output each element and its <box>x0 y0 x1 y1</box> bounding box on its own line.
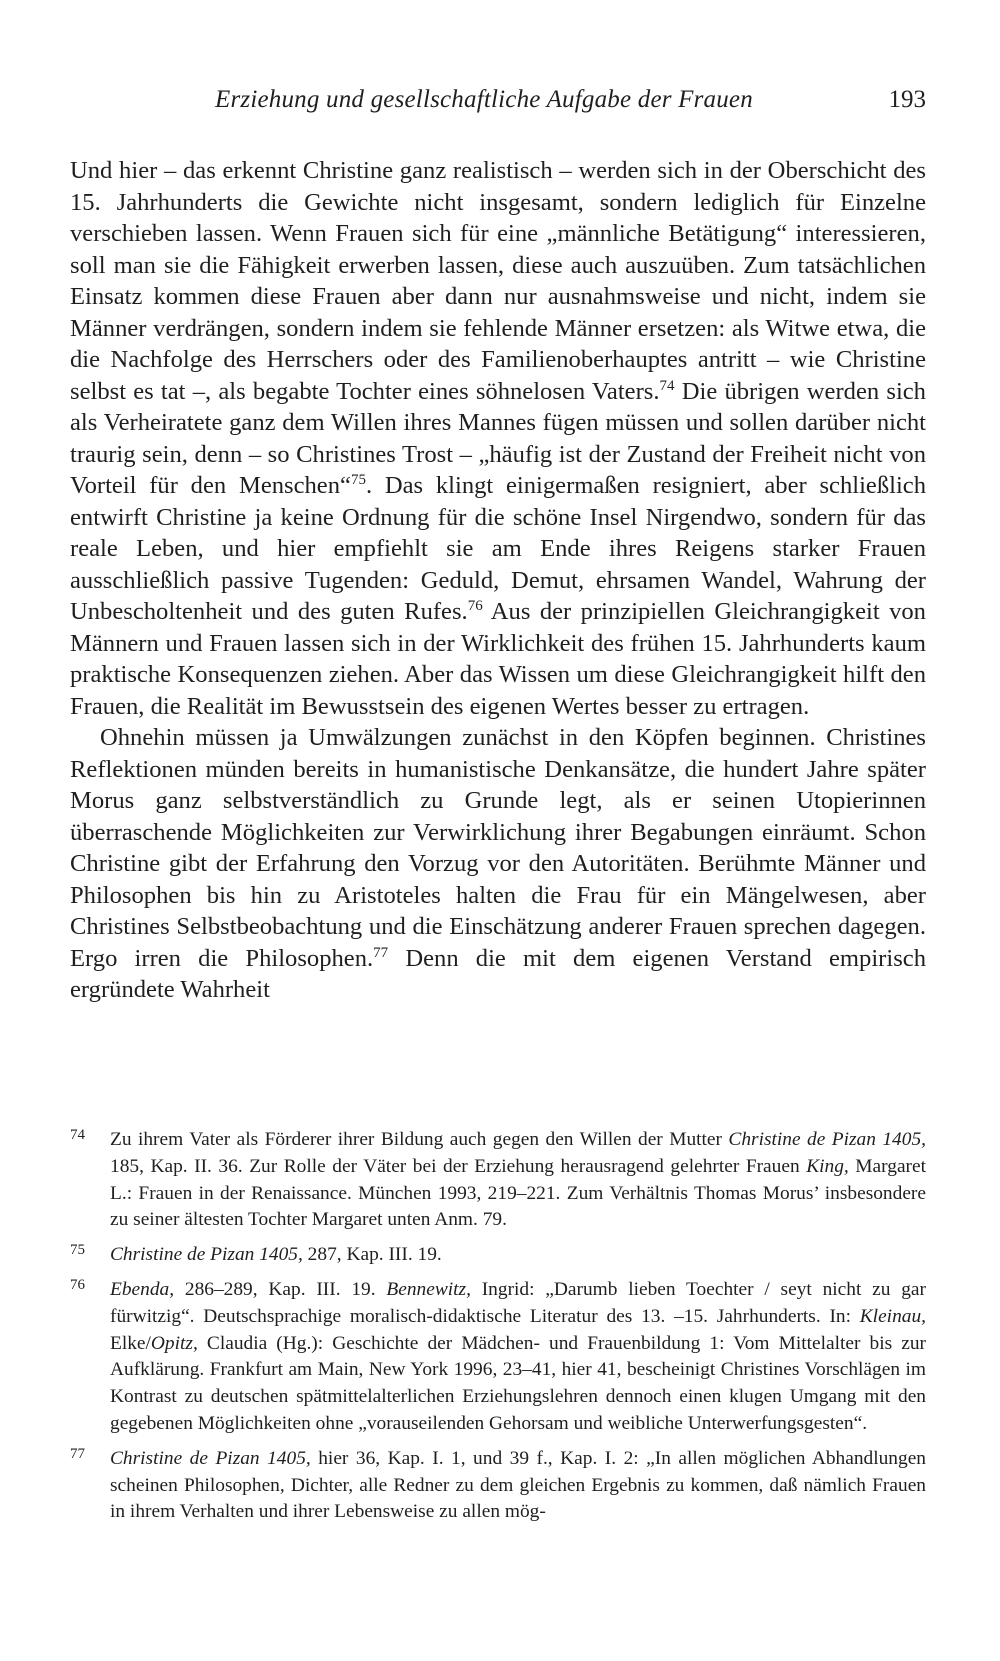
paragraph-1-part-c: . Das klingt einigermaßen resigniert, aber schließlich entwirft Christine ja keine Ordnung für die schöne Insel Nirgendwo, sondern für das reale Leben, und hier empfiehlt sie am Ende ihres Reigens starker Frauen ausschließlich passive Tugenden: Geduld, Demut, ehrsamen Wandel, Wahrung der Unbescholtenheit und des guten Rufes. <box>70 472 926 625</box>
footnote-ref-75: 75 <box>350 472 366 488</box>
running-title: Erziehung und gesellschaftliche Aufgabe der Frauen <box>215 86 753 113</box>
footnote-text: Margaret L.: Frauen in der Renaissance. München 1993, 219–221. Zum Verhältnis Thomas Morus’ insbesondere zu seiner ältesten Tochter Margaret unten Anm. 79. <box>110 1155 927 1231</box>
footnote-text: 287, Kap. III. 19. <box>302 1244 442 1266</box>
footnote-italic: King, <box>806 1155 849 1177</box>
footnote-number: 76 <box>70 1276 85 1293</box>
paragraph-2 <box>70 722 926 1006</box>
footnote-text: 185, Kap. II. 36. Zur Rolle der Väter bei der Erziehung herausragend gelehrter Frauen <box>110 1155 807 1177</box>
footnote-text: Elke/ <box>110 1332 151 1354</box>
paragraph-1-part-d: Aus der prinzipiellen Gleichrangigkeit von Männern und Frauen lassen sich in der Wirklichkeit des frühen 15. Jahrhunderts kaum praktische Konsequenzen ziehen. Aber das Wissen um diese Gleichrangigkeit hilft den Frauen, die Realität im Bewusstsein des eigenen Wertes besser zu ertragen. <box>70 598 926 720</box>
footnote-italic: Kleinau, <box>859 1305 926 1327</box>
footnote-italic: Opitz, <box>150 1332 198 1354</box>
footnote-text: Claudia (Hg.): Geschichte der Mädchen- und Frauenbildung 1: Vom Mittelalter bis zur Aufklärung. Frankfurt am Main, New York 1996, 23–41, hier 41, bescheinigt Christines Vorschlägen im Kontrast zu deutschen spätmittelalterlichen Erziehungslehren dennoch einen klugen Umgang mit den gegebenen Möglichkeiten ohne „vorauseilenden Gehorsam und weibliche Unterwerfungsgesten“. <box>110 1332 926 1434</box>
footnote-74 <box>70 1127 926 1234</box>
paragraph-1-part-a: Und hier – das erkennt Christine ganz realistisch – werden sich in der Oberschicht des 15. Jahrhunderts die Gewichte nicht insgesamt, sondern lediglich für Einzelne verschieben lassen. Wenn Frauen sich für eine „männliche Betätigung“ interessieren, soll man sie die Fähigkeit erwerben lassen, diese auch auszuüben. Zum tatsächlichen Einsatz kommen diese Frauen aber dann nur ausnahmsweise und nicht, indem sie Männer verdrängen, sondern indem sie fehlende Männer ersetzen: als Witwe etwa, die die Nachfolge des Herrschers oder des Familienoberhauptes antritt – wie Christine selbst es tat –, als begabte Tochter eines söhnelosen Vaters. <box>70 157 926 405</box>
footnote-italic: Bennewitz, <box>386 1278 471 1300</box>
footnote-text: Ingrid: „Darumb lieben Toechter / seyt nicht zu gar fürwitzig“. Deutschsprachige moralisch-didaktische Literatur des 13. –15. Jahrhunderts. In: <box>110 1278 926 1327</box>
footnote-text: Zu ihrem Vater als Förderer ihrer Bildung auch gegen den Willen der Mutter <box>110 1129 729 1150</box>
footnote-number: 77 <box>70 1445 85 1462</box>
paragraph-2-part-b: Denn die mit dem eigenen Verstand empirisch ergründete Wahrheit <box>70 944 926 1003</box>
footnote-italic: Christine de Pizan 1405, <box>110 1447 311 1469</box>
paragraph-1 <box>70 155 926 722</box>
footnote-77 <box>70 1446 926 1526</box>
footnote-text: 286–289, Kap. III. 19. <box>174 1278 387 1300</box>
footnote-76 <box>70 1277 926 1438</box>
footnote-italic: Christine de Pizan 1405, <box>728 1129 926 1150</box>
footnote-ref-77: 77 <box>373 944 389 961</box>
paragraph-1-part-b: Die übrigen werden sich als Verheiratete ganz dem Willen ihres Mannes fügen müssen und sollen darüber nicht traurig sein, denn – so Christines Trost – „häufig ist der Zustand der Freiheit nicht von Vorteil für den Menschen“ <box>70 377 926 499</box>
footnote-ref-76: 76 <box>467 598 483 614</box>
paragraph-2-part-a: Ohnehin müssen ja Umwälzungen zunächst in den Köpfen beginnen. Christines Reflektionen münden bereits in humanistische Denkansätze, die hundert Jahre später Morus ganz selbstverständlich zu Grunde legt, als er seinen Utopierinnen überraschende Möglichkeiten zur Verwirklichung ihrer Begabungen einräumt. Schon Christine gibt der Erfahrung den Vorzug vor den Autoritäten. Berühmte Männer und Philosophen bis hin zu Aristoteles halten die Frau für ein Mängelwesen, aber Christines Selbstbeobachtung und die Einschätzung anderer Frauen sprechen dagegen. Ergo irren die Philosophen. <box>70 724 926 972</box>
footnote-ref-74: 74 <box>659 377 675 394</box>
page-header <box>70 86 926 116</box>
footnotes <box>70 1127 926 1534</box>
footnote-number: 74 <box>70 1127 85 1143</box>
footnote-75 <box>70 1242 926 1269</box>
footnote-italic: Ebenda, <box>110 1278 175 1300</box>
footnote-number: 75 <box>70 1242 85 1259</box>
main-text <box>70 155 926 1006</box>
footnote-text: hier 36, Kap. I. 1, und 39 f., Kap. I. 2: „In allen möglichen Abhandlungen scheinen Philosophen, Dichter, alle Redner zu dem gleichen Ergebnis zu kommen, daß nämlich Frauen in ihrem Verhalten und ihrer Lebensweise zu allen mög- <box>110 1447 926 1523</box>
page-number: 193 <box>888 86 926 113</box>
footnote-italic: Christine de Pizan 1405, <box>110 1244 303 1266</box>
